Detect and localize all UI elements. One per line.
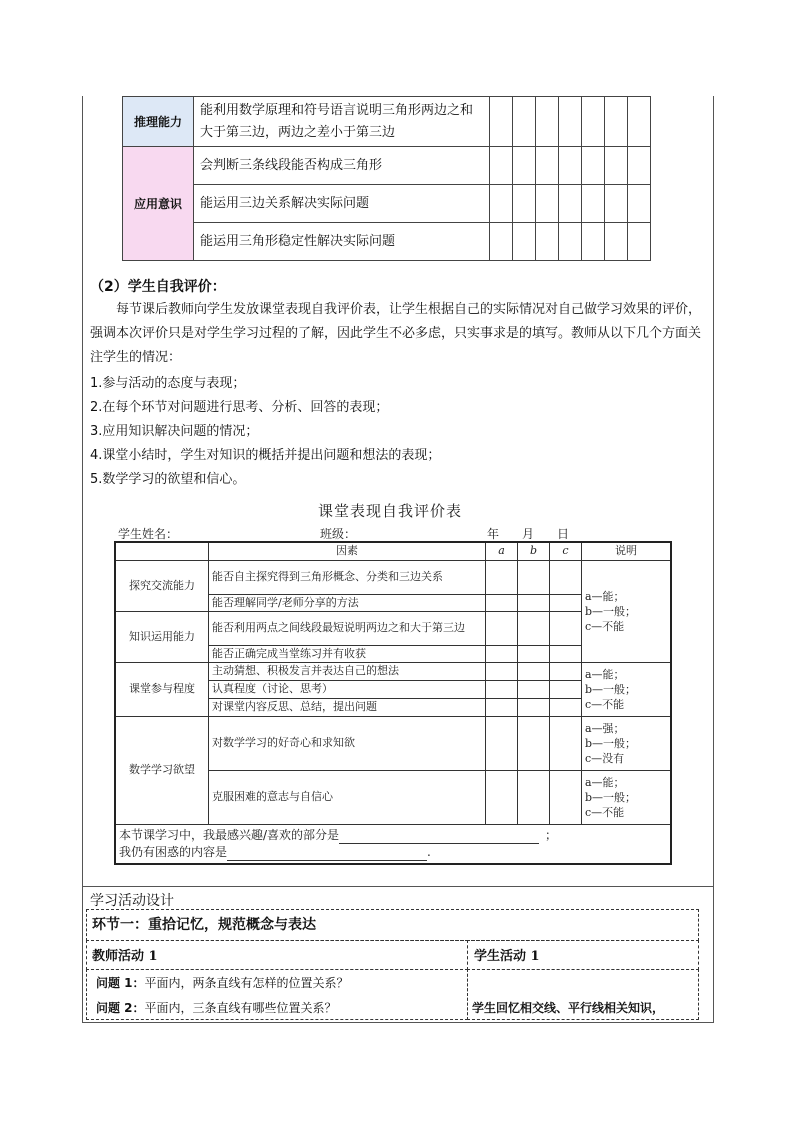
point-3: 3.应用知识解决问题的情况； [90,424,259,439]
col-b: b [518,542,550,560]
group-name: 课堂参与程度 [115,662,209,716]
form-title: 课堂表现自我评价表 [318,502,463,520]
student-name-label: 学生姓名： [118,527,179,541]
point-5: 5.数学学习的欲望和信心。 [90,472,246,487]
ability-desc: 会判断三条线段能否构成三角形 [194,147,490,185]
factor-item: 克服困难的意志与自信心 [209,770,486,824]
class-label: 班级： [320,527,357,541]
self-eval-intro: 每节课后教师向学生发放课堂表现自我评价表，让学生根据自己的实际情况对自己做学习效果的评价，强调本次评价只是对学生学习过程的了解，因此学生不必多虑，只实事求是的填写。教师从以下几个方面关注学生的情况： [90,302,702,365]
point-4: 4.课堂小结时，学生对知识的概括并提出问题和想法的表现； [90,448,441,463]
question-1: 问题 1：平面内，两条直线有怎样的位置关系？ [96,976,349,990]
ability-desc: 能运用三角形稳定性解决实际问题 [194,223,490,261]
activity-section-label: 学习活动设计 [90,893,174,909]
note-cell-3: a—强； b—一般； c—没有 [582,716,672,770]
self-eval-form [114,541,672,865]
col-a: a [486,542,518,560]
page-bottom-border [82,1022,713,1023]
table-row [115,542,671,560]
table-row [115,662,671,680]
table-row [115,716,671,770]
student-activity-label: 学生活动 1 [474,949,540,964]
factor-item: 能否理解同学/老师分享的方法 [209,594,486,611]
table-row [123,147,651,185]
date-month: 月 [522,527,535,541]
question-2: 问题 2：平面内，三条直线有哪些位置关系？ [96,1001,337,1015]
ability-desc: 能利用数学原理和符号语言说明三角形两边之和大于第三边，两边之差小于第三边 [194,97,490,147]
col-factor: 因素 [209,542,486,560]
factor-item: 对课堂内容反思、总结，提出问题 [209,698,486,716]
ability-table [122,96,651,261]
table-row [115,824,671,864]
category-reasoning: 推理能力 [123,97,194,147]
activity-divider [82,886,713,887]
date-year: 年 [487,527,500,541]
factor-item: 能否自主探究得到三角形概念、分类和三边关系 [209,560,486,594]
student-response: 学生回忆相交线、平行线相关知识， [472,1001,665,1015]
self-eval-heading: （2）学生自我评价： [90,279,226,295]
category-application: 应用意识 [123,147,194,261]
table-row [123,223,651,261]
date-day: 日 [557,527,570,541]
note-cell-1: a—能； b—一般； c—不能 [582,560,672,662]
factor-item: 对数学学习的好奇心和求知欲 [209,716,486,770]
group-name: 知识运用能力 [115,611,209,662]
teacher-activity-label: 教师活动 1 [92,949,158,964]
point-2: 2.在每个环节对问题进行思考、分析、回答的表现； [90,400,389,415]
form-footer: 本节课学习中，我最感兴趣/喜欢的部分是 ； 我仍有困惑的内容是 . [115,824,671,864]
group-name: 数学学习欲望 [115,716,209,824]
note-cell-2: a—能； b—一般； c—不能 [582,662,672,716]
col-note: 说明 [582,542,672,560]
factor-item: 能否利用两点之间线段最短说明两边之和大于第三边 [209,611,486,645]
ability-desc: 能运用三边关系解决实际问题 [194,185,490,223]
table-row [123,97,651,147]
stage-1-title: 环节一：重拾记忆，规范概念与表达 [92,917,316,933]
table-row [123,185,651,223]
factor-item: 认真程度（讨论、思考） [209,680,486,698]
col-c: c [550,542,582,560]
table-row [115,560,671,594]
note-cell-4: a—能； b—一般； c—不能 [582,770,672,824]
point-1: 1.参与活动的态度与表现； [90,376,246,391]
group-name: 探究交流能力 [115,560,209,611]
factor-item: 主动猜想、积极发言并表达自己的想法 [209,662,486,680]
factor-item: 能否正确完成当堂练习并有收获 [209,645,486,662]
